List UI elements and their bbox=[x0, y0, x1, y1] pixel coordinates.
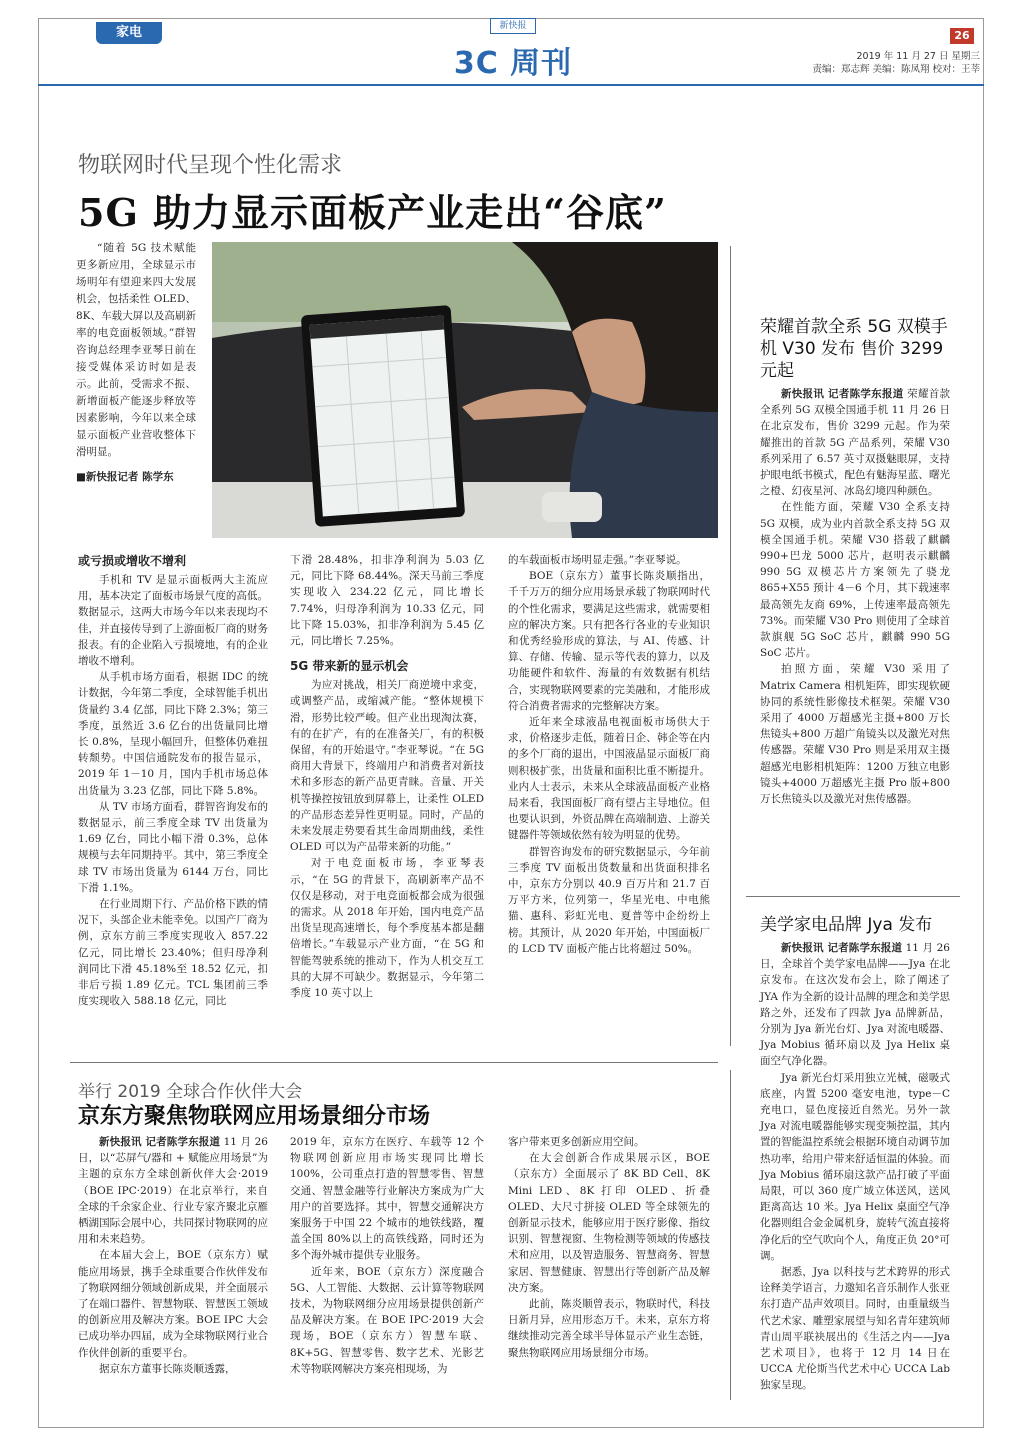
issue-date: 2019 年 11 月 27 日 星期三 bbox=[856, 51, 980, 62]
lede-byline: ■新快报记者 陈学东 bbox=[76, 471, 174, 483]
paragraph: 在本届大会上，BOE（京东方）赋能应用场景，携手全球重要合作伙伴发布了物联网细分领域创新成果，并全面展示了在端口器件、智慧物联、智慧医工领域的创新应用及解决方案。BOE IPC 大会已成功举办四届，成为全球物联网行业合作伙伴创新的重要平台。 bbox=[78, 1249, 268, 1359]
story2-rule bbox=[70, 1062, 718, 1063]
paragraph: 从手机市场方面看，根据 IDC 的统计数据，今年第二季度，全球智能手机出货量约 3.4 亿部，同比下降 2.3%；第三季度，虽然近 3.6 亿台的出货量同比增长 0.8%，呈现小幅回升，但整体仍难扭转颓势。中国信通院发布的报告显示，2019 年 1－10 月，国内手机市场总体出货量为 3.23 亿部，同比下降 5.8%。 bbox=[78, 671, 268, 797]
sidebar-rule bbox=[746, 896, 960, 897]
sidebar-divider-lower bbox=[730, 1070, 731, 1400]
lede-text: “随着 5G 技术赋能更多新应用，全球显示市场明年有望迎来四大发展机会，包括柔性 OLED、8K、车载大屏以及高刷新率的电竞面板领域。”群智咨询总经理李亚琴日前在接受媒体采访时如是表示。此前，受需求不振、新增面板产能逐步释放等因素影响，今年以来全球显示面板产业营收整体下滑明显。 bbox=[76, 242, 196, 458]
story2-column-1 bbox=[78, 1134, 268, 1377]
paragraph: 在大会创新合作成果展示区，BOE（京东方）全面展示了 8K BD Cell、8K Mini LED、8K 打印 OLED、折叠 OLED、大尺寸拼接 OLED 等全球领先的创新显示技术，能够应用于医疗影像、指纹识别、智慧视窗、生物检测等领域的传感技术和应用，以及智造服务、智慧商务、智慧家居、智慧健康、智慧出行等创新产品及解决方案。 bbox=[508, 1152, 710, 1294]
paragraph: 近年来，BOE（京东方）深度融合 5G、人工智能、大数据、云计算等物联网技术，为物联网细分应用场景提供创新产品及解决方案。在 BOE IPC·2019 大会现场，BOE（京东方）智慧车联、8K+5G、智慧零售、数字艺术、光影艺术等物联网解决方案亮相现场，为 bbox=[290, 1265, 484, 1375]
paragraph: 在性能方面，荣耀 V30 全系支持 5G 双模，成为业内首款全系支持 5G 双模全国通手机。荣耀 V30 搭载了麒麟 990+巴龙 5000 芯片，赵明表示麒麟 990 5G 双模芯片方案领先了骁龙 865+X55 预计 4－6 个月，其下载速率最高领先友商 69%，上传速率最高领先 73%。而荣耀 V30 Pro 则使用了全球首款旗舰 5G SoC 芯片，麒麟 990 5G SoC 芯片。 bbox=[760, 501, 950, 660]
sidebar-divider bbox=[730, 246, 731, 1046]
story2-headline: 京东方聚焦物联网应用场景细分市场 bbox=[78, 1103, 431, 1129]
subhead-5g: 5G 带来新的显示机会 bbox=[290, 659, 409, 674]
paragraph: 为应对挑战，相关厂商逆境中求变，或调整产品，或缩减产能。“整体规模下滑，形势比较严峻。但产业出现淘汰赛，有的在扩产，有的在准备关厂，有的积极保留，有的开始退守。”李亚琴说。“在 5G 商用大背景下，终端用户和消费者对新技术和多形态的新产品更青睐。音量、开关机等操控按钮放到屏幕上，让柔性 OLED 的产品形态差异性更明显。同时，产品的未来发展走势要看其生命周期曲线，柔性 OLED 可以为产品带来新的功能。” bbox=[290, 679, 484, 854]
jya-byline: 新快报讯 记者陈学东报道 bbox=[781, 942, 903, 954]
jya-body bbox=[760, 940, 950, 1394]
jya-title: 美学家电品牌 Jya 发布 bbox=[760, 915, 933, 935]
masthead-small-logo: 新快报 bbox=[490, 18, 536, 34]
paragraph: 群智咨询发布的研究数据显示，今年前三季度 TV 面板出货数量和出货面积排名中，京东方分别以 40.9 百万片和 21.7 百万平方米，位列第一，华星光电、中电熊猫、惠科、彩虹光电、夏普等中企纷纷上榜。其预计，从 2020 年开始，中国面板厂的 LCD TV 面板产能占比将超过 50%。 bbox=[508, 845, 710, 955]
story2-column-2 bbox=[290, 1134, 484, 1377]
honor-v30-body bbox=[760, 386, 950, 807]
honor-byline: 新快报讯 记者陈学东报道 bbox=[781, 388, 904, 400]
lead-lede bbox=[76, 240, 196, 484]
honor-v30-title: 荣耀首款全系 5G 双模手机 V30 发布 售价 3299 元起 bbox=[760, 317, 948, 381]
paragraph: 的车载面板市场明显走强。”李亚琴说。 bbox=[508, 554, 687, 566]
page-number: 26 bbox=[950, 28, 974, 44]
story2-kicker: 举行 2019 全球合作伙伴大会 bbox=[78, 1082, 303, 1102]
paragraph: 11 月 26 日，以“芯屏气/器和 + 赋能应用场景”为主题的京东方全球创新伙伴大会·2019（BOE IPC·2019）在北京举行，来自全球的千余家企业、行业专家齐聚北京雁栖湖国际会展中心，共同探讨物联网的应用和未来趋势。 bbox=[78, 1136, 268, 1246]
story2-column-3 bbox=[508, 1134, 710, 1361]
editor-credits: 责编：郑志辉 美编：陈凤翔 校对：王莘 bbox=[812, 64, 980, 75]
paragraph: 拍照方面，荣耀 V30 采用了 Matrix Camera 相机矩阵，即实现软硬协同的系统性影像技术框架。荣耀 V30 采用了 4000 万超感光主摄+800 万长焦镜头+800 万超广角镜头以及激光对焦传感器。荣耀 V30 Pro 则是采用双主摄超感光电影相机矩阵：1200 万独立电影镜头+4000 万超感光主摄 Pro 版+800 万长焦镜头以及激光对焦传感器。 bbox=[760, 663, 950, 806]
lead-kicker: 物联网时代呈现个性化需求 bbox=[78, 153, 343, 178]
paragraph: 据悉，Jya 以科技与艺术跨界的形式诠释美学语言，力邀知名音乐制作人张亚东打造产品声效项目。同时，由重量级当代艺术家、雕塑家展望与知名青年建筑师青山周平联袂展出的《生活之内——Jya 艺术项目》，也将于 12 月 14 日在 UCCA 尤伦斯当代艺术中心 UCCA Lab 独家呈现。 bbox=[760, 1266, 950, 1392]
paragraph: 荣耀首款全系列 5G 双模全国通手机 11 月 26 日在北京发布，售价 3299 元起。作为荣耀推出的首款 5G 产品系列，荣耀 V30 系列采用了 6.57 英寸双摄魅眼屏，支持护眼电纸书模式，配色有魅海星蓝、曙光之橙、幻夜星河、冰岛幻境四种颜色。 bbox=[760, 388, 950, 498]
section-tag: 家电 bbox=[96, 22, 162, 44]
header-rule bbox=[38, 84, 984, 86]
subhead-loss: 或亏损或增收不增利 bbox=[78, 554, 187, 568]
masthead-title: 3C 周刊 bbox=[453, 46, 573, 81]
paragraph: 对于电竞面板市场，李亚琴表示，“在 5G 的背景下，高刷新率产品不仅仅是移动，对于电竞面板都会成为很强的需求。从 2018 年开始，国内电竞产品出货呈现高速增长，每个季度基本都是翻倍增长。”车载显示产业方面，“在 5G 和智能驾驶系统的推动下，作为人机交互工具的大屏不可缺少。数据显示，今年第二季度 10 英寸以上 bbox=[290, 857, 484, 1000]
paragraph: 此前，陈炎顺曾表示，物联时代，科技日新月异，应用形态万千。未来，京东方将继续推动完善全球半导体显示产业生态链，聚焦物联网应用场景细分市场。 bbox=[508, 1298, 710, 1359]
story2-byline: 新快报讯 记者陈学东报道 bbox=[99, 1136, 221, 1148]
paragraph: 从 TV 市场方面看，群智咨询发布的数据显示，前三季度全球 TV 出货量为 1.69 亿台，同比小幅下滑 0.3%，总体规模与去年同期持平。其中，第三季度全球 TV 市场出货量为 6144 万台，同比下滑 1.1%。 bbox=[78, 800, 268, 894]
lead-column-3 bbox=[508, 552, 710, 957]
paragraph: 客户带来更多创新应用空间。 bbox=[508, 1136, 645, 1148]
paragraph: 下滑 28.48%，扣非净利润为 5.03 亿元，同比下降 68.44%。深天马前三季度实现收入 234.22 亿元，同比增长 7.74%，归母净利润为 10.33 亿元，同比下降 15.03%，扣非净利润为 5.45 亿元，同比增长 7.25%。 bbox=[290, 554, 484, 648]
paragraph: 11 月 26 日，全球首个美学家电品牌——Jya 在北京发布。在这次发布会上，除了阐述了 JYA 作为全新的设计品牌的理念和美学思路之外，还发布了四款 Jya 品牌新品，分别为 Jya 新光台灯、Jya 对流电暖器、Jya Mobius 循环扇以及 Jya Helix 桌面空气净化器。 bbox=[760, 942, 950, 1068]
paragraph: 在行业周期下行、产品价格下跌的情况下，头部企业未能幸免。以国产厂商为例，京东方前三季度实现收入 857.22 亿元，同比增长 23.40%；但归母净利润同比下滑 45.18%至 18.52 亿元，扣非后亏损 1.89 亿元。TCL 集团前三季度实现收入 588.18 亿元，同比 bbox=[78, 898, 268, 1008]
lead-column-2 bbox=[290, 552, 484, 1001]
paragraph: 手机和 TV 是显示面板两大主流应用，基本决定了面板市场景气度的高低。数据显示，这两大市场今年以来表现均不佳，并直接传导到了上游面板厂商的财务报表。有的企业陷入亏损境地，有的企业增收不增利。 bbox=[78, 574, 268, 668]
paragraph: 近年来全球液晶电视面板市场供大于求，价格逐步走低，随着日企、韩企等在内的多个厂商的退出，中国液晶显示面板厂商则积极扩张，出货量和面积比重不断提升。业内人士表示，未来从全球液晶面板产业格局来看，我国面板厂商有望占主导地位。但也要认识到，外资品牌在高端制造、上游关键器件等领域依然有较为明显的优势。 bbox=[508, 716, 710, 842]
lead-column-1 bbox=[78, 552, 268, 1009]
paragraph: Jya 新光台灯采用独立光械，磁吸式底座，内置 5200 毫安电池，type－C 充电口，显色度接近自然光。另外一款 Jya 对流电暖器能够实现变频控温，其内置的智能温控系统会根据环境自动调节加热功率，给用户带来舒适恒温的体验。而 Jya Mobius 循环扇这款产品打破了平面局限，可以 360 度广域立体送风，送风距离高达 10 米。Jya Helix 桌面空气净化器则组合金金属机身，旋转气流直接将净化后的空气吹向个人，角度正负 20°可调。 bbox=[760, 1071, 950, 1262]
paragraph: BOE（京东方）董事长陈炎顺指出，千千万万的细分应用场景承载了物联网时代的个性化需求，要满足这些需求，就需要相应的解决方案。只有把各行各业的专业知识和优秀经验形成的算法，与 AI、传感、计算、存储、传输、显示等代表的算力，以及功能硬件和软件、海量的有效数据有机结合，实现物联网要素的完美融和，才能形成符合消费者需求的完整解决方案。 bbox=[508, 570, 710, 712]
paragraph: 据京东方董事长陈炎顺透露， bbox=[99, 1362, 236, 1375]
car-display-illustration bbox=[212, 242, 718, 538]
lead-photo bbox=[212, 242, 718, 538]
paragraph: 2019 年，京东方在医疗、车载等 12 个物联网创新应用市场实现同比增长 100%，公司重点打造的智慧零售、智慧交通、智慧金融等行业解决方案成为广大用户的首要选择。其中，智慧交通解决方案服务于中国 22 个城市的地铁线路，覆盖全国 80%以上的高铁线路，同时还为多个海外城市提供专业服务。 bbox=[290, 1136, 484, 1262]
lead-headline: 5G 助力显示面板产业走出“谷底” bbox=[78, 190, 667, 235]
